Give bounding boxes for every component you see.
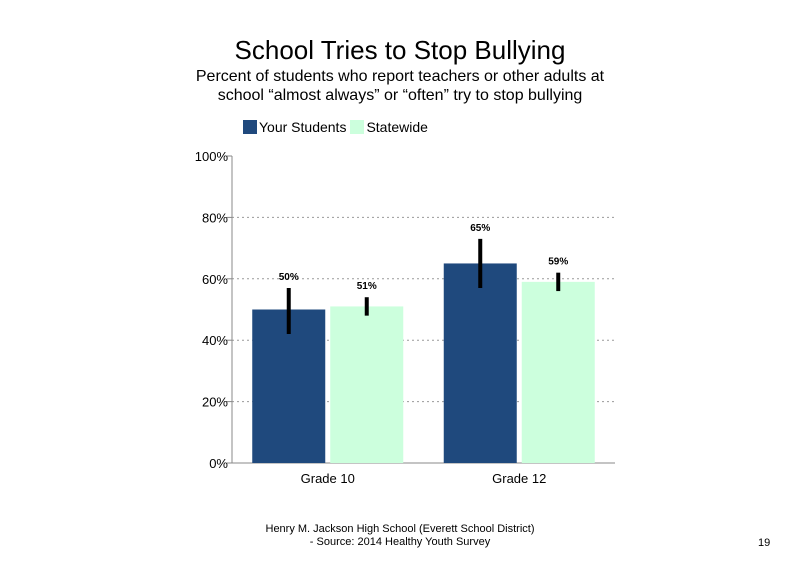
data-label: 59% xyxy=(548,256,569,268)
bar xyxy=(444,263,517,463)
data-label: 65% xyxy=(470,222,491,234)
y-tick-label: 40% xyxy=(201,333,228,349)
y-tick-label: 100% xyxy=(194,149,228,164)
footer-school: Henry M. Jackson High School (Everett School District) xyxy=(265,523,535,535)
data-label: 51% xyxy=(356,281,377,293)
page-number: 19 xyxy=(758,537,771,549)
y-tick-label: 20% xyxy=(201,394,228,410)
y-tick-label: 80% xyxy=(201,210,228,226)
bar xyxy=(330,306,403,463)
x-tick-label: Grade 10 xyxy=(300,471,355,486)
data-label: 50% xyxy=(278,272,299,284)
x-tick-label: Grade 12 xyxy=(492,471,547,486)
footer-source xyxy=(200,523,600,549)
chart-subtitle: Percent of students who report teachers or other adults at school “almost always” or “often” try to stop bullying xyxy=(195,68,605,104)
y-tick-label: 0% xyxy=(209,456,228,471)
bar xyxy=(522,282,595,463)
footer-source-line: - Source: 2014 Healthy Youth Survey xyxy=(309,536,491,548)
chart-title: School Tries to Stop Bullying xyxy=(234,35,566,65)
legend-label-your-students: Your Students xyxy=(259,119,347,135)
y-tick-label: 60% xyxy=(201,271,228,287)
legend-label-statewide: Statewide xyxy=(366,119,428,135)
